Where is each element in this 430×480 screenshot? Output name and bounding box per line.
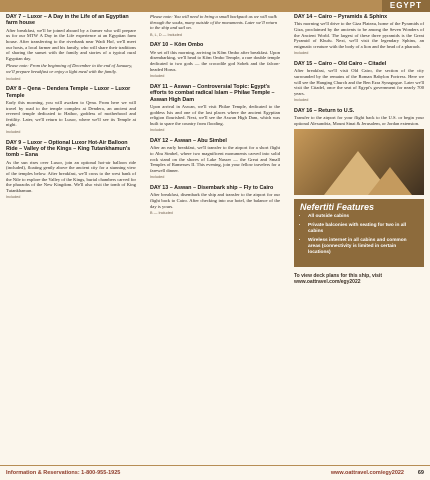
itinerary-day <box>150 14 280 38</box>
website-link[interactable]: www.oattravel.com/egy2022 <box>330 470 404 476</box>
itinerary-day <box>6 140 136 201</box>
day-text: Early this morning, you will awaken to Qena. From here we will travel by road to the temple complex at Dendera, an ancient and revered temple dedicated to Hathor, goddess of motherhood and fertility. Later, we'll return to Luxor, where we'll see its Temple at night. <box>6 99 136 128</box>
meals-line: B — Included <box>150 211 173 216</box>
ship-photo <box>294 129 424 195</box>
itinerary-day <box>150 185 280 217</box>
day-text: This morning we'll drive to the Giza Plateau, home of the Pyramids of Giza, proclaimed by the ancients to be among the Seven Wonders of the Ancient World. The largest of these three pyramids is the Great Pyramid of Khufu. Next, we'll visit the legendary Sphinx, an enigmatic creature with the body of a lion and the head of a pharaoh. <box>294 21 424 49</box>
section-tag: EGYPT <box>382 0 430 12</box>
day-text: We set off this morning, arriving in Kôm Ombo after breakfast. Upon disembarking, we'll head to Kôm Ombo Temple, a rare double temple dedicated to two gods — the crocodile god Sobek and the falcon-headed Horus. <box>150 49 280 72</box>
day-heading: DAY 14 – Cairo – Pyramids & Sphinx <box>294 14 388 20</box>
feature-item: • All outside cabins <box>308 214 418 220</box>
itinerary-day <box>150 84 280 134</box>
meals-line: Included <box>150 128 165 133</box>
itinerary-day <box>294 61 424 104</box>
meals-line: B, L, D — Included <box>150 32 182 37</box>
itinerary-day <box>150 138 280 181</box>
day-text: Transfer to the airport for your flight back to the U.S. or begin your optional Alexandria, Mount Sinai & Jerusalem, or Jordan extension. <box>294 115 424 126</box>
column-2 <box>150 14 280 221</box>
page-footer <box>0 465 430 480</box>
day-text: After breakfast, disembark the ship and transfer to the airport for our flight back to Cairo. After checking into our hotel, the balance of the day is yours. <box>150 192 280 209</box>
feature-item: • Wireless internet in all cabins and common areas (connectivity is limited in certain locations) <box>308 238 418 256</box>
itinerary-day <box>6 14 136 82</box>
day-text: After an early breakfast, we'll transfer to the airport for a short flight to Abu Simbel, where two magnificent monuments carved into solid rock stand on the shores of Lake Nasser — the Great and Small Temples of Ramesses II. This evening, join your fellow travelers for a farewell dinner. <box>150 145 280 173</box>
day-text: After breakfast, we'll be joined aboard by a farmer who will prepare us for our MTW A Day in the Life experience at an Egyptian farm house. After transferring to the riverbank near Wadi Hof, we'll meet our hosts, a local farmer and his family, who will share their traditions of sharing the sunset with the family and stories of a typical rural Egyptian day. <box>6 27 136 61</box>
deck-plans-note[interactable]: To view deck plans for this ship, visit www.oattravel.com/egy2022 <box>294 273 382 286</box>
day-heading: DAY 15 – Cairo – Old Cairo – Citadel <box>294 60 387 67</box>
day-heading: DAY 7 – Luxor – A Day in the Life of an Egyptian farm house <box>6 14 129 27</box>
top-bar <box>0 0 430 12</box>
pyramid-shape <box>368 167 412 195</box>
day-heading: DAY 13 – Aswan – Disembark ship – Fly to Cairo <box>150 184 274 191</box>
day-note: Please note: You will need to bring a small backpack as we will walk through the souks, many outside of the monuments. Later we'll return to the ship and sail on. <box>150 14 278 31</box>
ship-features-box <box>294 199 424 268</box>
feature-item: • Private balconies with seating for two in all cabins <box>308 223 418 235</box>
day-heading: DAY 10 – Kôm Ombo <box>150 42 204 49</box>
meals-line: Included <box>150 175 165 180</box>
features-list <box>300 214 418 256</box>
day-heading: DAY 12 – Aswan – Abu Simbel <box>150 137 227 144</box>
itinerary-day <box>150 42 280 79</box>
day-text: Upon arrival in Aswan, we'll visit Philae Temple, dedicated to the goddess Isis and one of the last places where the ancient Egyptian religion flourished. Next, we'll see the Aswan High Dam, which was built to spare the country from flooding. <box>150 103 280 126</box>
day-heading: DAY 8 – Qena – Dendera Temple – Luxor – Luxor Temple <box>6 86 131 99</box>
day-heading: DAY 9 – Luxor – Optional Luxor Hot-Air Balloon Ride – Valley of the Kings – King Tutankhamun's tomb – Esna <box>6 139 131 159</box>
day-text: After breakfast, we'll visit Old Cairo, the section of the city surrounded by the remains of the Roman Babylon Fortress. Here we will see the Hanging Church and the Ben Ezra Synagogue. Later we'll visit the Citadel, once the seat of Egypt's government for nearly 700 years. <box>294 68 424 96</box>
reservations-phone[interactable]: Information & Reservations: 1-800-955-1925 <box>6 470 121 476</box>
day-note: Please note: From the beginning of December to the end of January, we'll prepare breakfast or enjoy a light meal with the family. <box>6 63 133 74</box>
column-3 <box>294 14 424 285</box>
itinerary-day <box>294 14 424 57</box>
day-text: As the sun rises over Luxor, join an optional hot-air balloon ride (included), floating gently above the ancient city for a stunning view of the temples below. After breakfast, we'll cross to the west bank of the Nile to explore the Valley of the Kings, burial chambers carved for the pharaohs of the New Kingdom. We'll also visit the tomb of King Tutankhamun. <box>6 159 136 193</box>
itinerary-day <box>6 86 136 135</box>
meals-line: Included <box>150 74 165 79</box>
page-number: 69 <box>417 470 424 476</box>
day-heading: DAY 11 – Aswan – Controversial Topic: Egypt's efforts to combat radical Islam – Philae Temple – Aswan High Dam <box>150 83 275 103</box>
column-1 <box>6 14 136 205</box>
meals-line: Included <box>294 51 309 56</box>
meals-line: Included <box>6 129 21 134</box>
features-title: Nefertiti Features <box>300 201 375 212</box>
meals-line: Included <box>294 98 309 103</box>
meals-line: Included <box>6 195 21 200</box>
meals-line: Included <box>6 76 21 81</box>
day-heading: DAY 16 – Return to U.S. <box>294 107 355 114</box>
itinerary-day <box>294 108 424 127</box>
